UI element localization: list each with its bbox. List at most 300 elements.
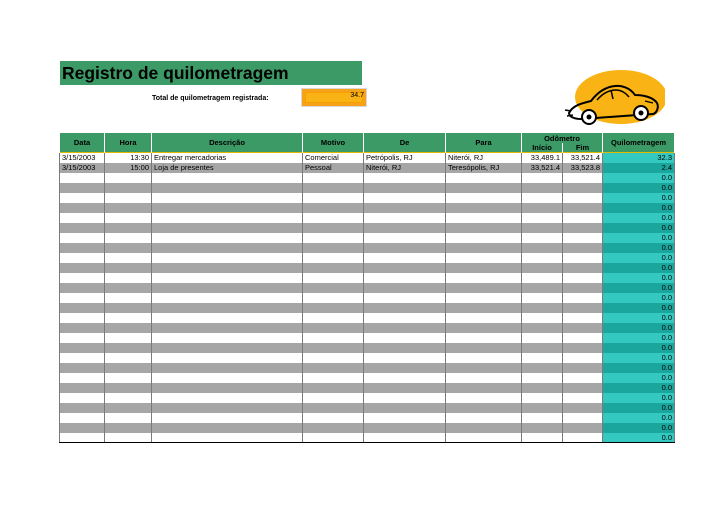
cell-motivo[interactable] xyxy=(303,223,364,233)
cell-descricao[interactable] xyxy=(152,243,303,253)
cell-data[interactable] xyxy=(60,403,105,413)
cell-quilometragem[interactable]: 0.0 xyxy=(603,253,675,263)
table-row xyxy=(60,153,675,163)
cell-para[interactable]: Teresópolis, RJ xyxy=(446,163,522,173)
cell-de[interactable] xyxy=(364,423,446,433)
cell-fim[interactable] xyxy=(563,383,603,393)
cell-motivo[interactable] xyxy=(303,173,364,183)
cell-quilometragem[interactable]: 0.0 xyxy=(603,183,675,193)
col-quilometragem-header: Quilometragem xyxy=(603,133,675,153)
cell-quilometragem[interactable]: 0.0 xyxy=(603,293,675,303)
cell-data[interactable]: 3/15/2003 xyxy=(60,153,105,163)
cell-hora[interactable] xyxy=(105,293,152,303)
cell-data[interactable] xyxy=(60,223,105,233)
cell-data[interactable] xyxy=(60,433,105,443)
cell-motivo[interactable] xyxy=(303,283,364,293)
table-row xyxy=(60,293,675,303)
cell-para[interactable] xyxy=(446,173,522,183)
cell-motivo[interactable] xyxy=(303,243,364,253)
cell-quilometragem[interactable]: 32.3 xyxy=(603,153,675,163)
cell-motivo[interactable] xyxy=(303,253,364,263)
table-row xyxy=(60,223,675,233)
cell-para[interactable] xyxy=(446,423,522,433)
table-row xyxy=(60,183,675,193)
cell-fim[interactable]: 33,521.4 xyxy=(563,153,603,163)
cell-descricao[interactable] xyxy=(152,313,303,323)
table-row xyxy=(60,383,675,393)
cell-hora[interactable] xyxy=(105,243,152,253)
cell-descricao[interactable] xyxy=(152,403,303,413)
cell-fim[interactable] xyxy=(563,273,603,283)
cell-data[interactable] xyxy=(60,313,105,323)
cell-motivo[interactable] xyxy=(303,293,364,303)
cell-de[interactable] xyxy=(364,183,446,193)
table-row xyxy=(60,413,675,423)
cell-de[interactable] xyxy=(364,413,446,423)
cell-descricao[interactable] xyxy=(152,423,303,433)
cell-descricao[interactable] xyxy=(152,433,303,443)
cell-quilometragem[interactable]: 0.0 xyxy=(603,433,675,443)
cell-fim[interactable] xyxy=(563,193,603,203)
cell-para[interactable] xyxy=(446,393,522,403)
cell-fim[interactable] xyxy=(563,183,603,193)
cell-motivo[interactable] xyxy=(303,403,364,413)
col-fim-header: Fim xyxy=(563,143,603,153)
cell-fim[interactable] xyxy=(563,203,603,213)
cell-fim[interactable] xyxy=(563,433,603,443)
cell-hora[interactable] xyxy=(105,303,152,313)
cell-quilometragem[interactable]: 0.0 xyxy=(603,383,675,393)
cell-de[interactable] xyxy=(364,193,446,203)
cell-data[interactable]: 3/15/2003 xyxy=(60,163,105,173)
cell-data[interactable] xyxy=(60,363,105,373)
cell-fim[interactable] xyxy=(563,243,603,253)
cell-descricao[interactable] xyxy=(152,343,303,353)
cell-hora[interactable] xyxy=(105,393,152,403)
cell-de[interactable]: Niterói, RJ xyxy=(364,163,446,173)
table-row xyxy=(60,433,675,443)
cell-descricao[interactable] xyxy=(152,253,303,263)
cell-hora[interactable] xyxy=(105,173,152,183)
cell-para[interactable] xyxy=(446,403,522,413)
cell-motivo[interactable] xyxy=(303,303,364,313)
cell-para[interactable] xyxy=(446,373,522,383)
cell-data[interactable] xyxy=(60,273,105,283)
cell-hora[interactable] xyxy=(105,343,152,353)
table-row xyxy=(60,173,675,183)
cell-hora[interactable] xyxy=(105,213,152,223)
cell-hora[interactable] xyxy=(105,433,152,443)
total-mileage-box[interactable] xyxy=(301,88,367,107)
cell-motivo[interactable] xyxy=(303,433,364,443)
cell-inicio[interactable] xyxy=(522,243,563,253)
cell-motivo[interactable] xyxy=(303,423,364,433)
cell-descricao[interactable] xyxy=(152,363,303,373)
cell-quilometragem[interactable]: 0.0 xyxy=(603,193,675,203)
cell-de[interactable] xyxy=(364,233,446,243)
cell-para[interactable] xyxy=(446,313,522,323)
cell-motivo[interactable] xyxy=(303,263,364,273)
cell-de[interactable] xyxy=(364,333,446,343)
cell-quilometragem[interactable]: 0.0 xyxy=(603,413,675,423)
cell-hora[interactable] xyxy=(105,193,152,203)
cell-hora[interactable] xyxy=(105,333,152,343)
cell-descricao[interactable] xyxy=(152,273,303,283)
cell-fim[interactable] xyxy=(563,253,603,263)
table-row xyxy=(60,283,675,293)
cell-data[interactable] xyxy=(60,383,105,393)
col-data-header: Data xyxy=(60,133,105,153)
cell-inicio[interactable] xyxy=(522,393,563,403)
cell-fim[interactable] xyxy=(563,223,603,233)
cell-para[interactable] xyxy=(446,363,522,373)
table-row xyxy=(60,403,675,413)
cell-quilometragem[interactable]: 0.0 xyxy=(603,343,675,353)
cell-fim[interactable] xyxy=(563,213,603,223)
cell-data[interactable] xyxy=(60,413,105,423)
cell-de[interactable] xyxy=(364,373,446,383)
cell-data[interactable] xyxy=(60,373,105,383)
cell-de[interactable] xyxy=(364,363,446,373)
cell-hora[interactable] xyxy=(105,383,152,393)
cell-quilometragem[interactable]: 0.0 xyxy=(603,403,675,413)
col-odometro-header: Odômetro xyxy=(522,133,603,143)
cell-fim[interactable] xyxy=(563,423,603,433)
cell-descricao[interactable] xyxy=(152,333,303,343)
cell-descricao[interactable] xyxy=(152,413,303,423)
cell-de[interactable]: Petrópolis, RJ xyxy=(364,153,446,163)
cell-fim[interactable] xyxy=(563,313,603,323)
cell-data[interactable] xyxy=(60,193,105,203)
cell-inicio[interactable]: 33,521.4 xyxy=(522,163,563,173)
cell-data[interactable] xyxy=(60,333,105,343)
cell-motivo[interactable] xyxy=(303,353,364,363)
cell-inicio[interactable] xyxy=(522,373,563,383)
cell-fim[interactable] xyxy=(563,353,603,363)
cell-hora[interactable] xyxy=(105,203,152,213)
cell-para[interactable] xyxy=(446,283,522,293)
cell-fim[interactable] xyxy=(563,173,603,183)
cell-descricao[interactable]: Loja de presentes xyxy=(152,163,303,173)
cell-quilometragem[interactable]: 0.0 xyxy=(603,203,675,213)
cell-motivo[interactable] xyxy=(303,273,364,283)
cell-para[interactable] xyxy=(446,233,522,243)
cell-hora[interactable]: 13:30 xyxy=(105,153,152,163)
cell-inicio[interactable] xyxy=(522,343,563,353)
cell-fim[interactable] xyxy=(563,323,603,333)
cell-inicio[interactable] xyxy=(522,333,563,343)
cell-de[interactable] xyxy=(364,393,446,403)
cell-de[interactable] xyxy=(364,203,446,213)
col-motivo-header: Motivo xyxy=(303,133,364,153)
cell-hora[interactable] xyxy=(105,313,152,323)
cell-data[interactable] xyxy=(60,393,105,403)
cell-para[interactable]: Niterói, RJ xyxy=(446,153,522,163)
cell-motivo[interactable] xyxy=(303,363,364,373)
cell-data[interactable] xyxy=(60,283,105,293)
cell-hora[interactable] xyxy=(105,273,152,283)
cell-inicio[interactable] xyxy=(522,273,563,283)
cell-de[interactable] xyxy=(364,243,446,253)
cell-quilometragem[interactable]: 0.0 xyxy=(603,303,675,313)
cell-de[interactable] xyxy=(364,433,446,443)
table-body xyxy=(60,153,675,443)
table-row xyxy=(60,163,675,173)
table-row xyxy=(60,273,675,283)
cell-fim[interactable] xyxy=(563,413,603,423)
cell-hora[interactable] xyxy=(105,403,152,413)
cell-inicio[interactable] xyxy=(522,263,563,273)
cell-motivo[interactable] xyxy=(303,333,364,343)
cell-motivo[interactable] xyxy=(303,183,364,193)
cell-para[interactable] xyxy=(446,303,522,313)
cell-descricao[interactable] xyxy=(152,183,303,193)
cell-de[interactable] xyxy=(364,283,446,293)
cell-de[interactable] xyxy=(364,313,446,323)
cell-data[interactable] xyxy=(60,253,105,263)
col-de-header: De xyxy=(364,133,446,153)
cell-inicio[interactable] xyxy=(522,363,563,373)
cell-inicio[interactable] xyxy=(522,353,563,363)
cell-descricao[interactable] xyxy=(152,353,303,363)
cell-data[interactable] xyxy=(60,343,105,353)
cell-para[interactable] xyxy=(446,273,522,283)
cell-de[interactable] xyxy=(364,293,446,303)
cell-data[interactable] xyxy=(60,293,105,303)
col-para-header: Para xyxy=(446,133,522,153)
cell-quilometragem[interactable]: 0.0 xyxy=(603,333,675,343)
cell-fim[interactable] xyxy=(563,233,603,243)
cell-motivo[interactable] xyxy=(303,213,364,223)
cell-de[interactable] xyxy=(364,223,446,233)
cell-fim[interactable] xyxy=(563,283,603,293)
cell-de[interactable] xyxy=(364,323,446,333)
cell-de[interactable] xyxy=(364,303,446,313)
cell-descricao[interactable] xyxy=(152,173,303,183)
car-icon xyxy=(561,67,665,132)
cell-de[interactable] xyxy=(364,263,446,273)
cell-para[interactable] xyxy=(446,383,522,393)
cell-data[interactable] xyxy=(60,233,105,243)
cell-hora[interactable] xyxy=(105,253,152,263)
table-row xyxy=(60,303,675,313)
cell-inicio[interactable] xyxy=(522,283,563,293)
cell-descricao[interactable] xyxy=(152,383,303,393)
cell-hora[interactable]: 15:00 xyxy=(105,163,152,173)
cell-de[interactable] xyxy=(364,383,446,393)
cell-quilometragem[interactable]: 0.0 xyxy=(603,243,675,253)
cell-inicio[interactable] xyxy=(522,173,563,183)
cell-hora[interactable] xyxy=(105,363,152,373)
cell-fim[interactable] xyxy=(563,263,603,273)
cell-inicio[interactable] xyxy=(522,223,563,233)
cell-de[interactable] xyxy=(364,403,446,413)
page-title: Registro de quilometragem xyxy=(60,61,362,85)
cell-quilometragem[interactable]: 0.0 xyxy=(603,373,675,383)
cell-de[interactable] xyxy=(364,253,446,263)
cell-inicio[interactable] xyxy=(522,203,563,213)
cell-inicio[interactable] xyxy=(522,293,563,303)
cell-fim[interactable] xyxy=(563,373,603,383)
cell-quilometragem[interactable]: 0.0 xyxy=(603,353,675,363)
cell-hora[interactable] xyxy=(105,323,152,333)
cell-data[interactable] xyxy=(60,263,105,273)
col-descricao-header: Descrição xyxy=(152,133,303,153)
cell-de[interactable] xyxy=(364,343,446,353)
cell-para[interactable] xyxy=(446,353,522,363)
table-row xyxy=(60,353,675,363)
total-mileage-label: Total de quilometragem registrada: xyxy=(152,95,269,102)
cell-descricao[interactable] xyxy=(152,203,303,213)
cell-data[interactable] xyxy=(60,323,105,333)
cell-motivo[interactable] xyxy=(303,373,364,383)
cell-descricao[interactable] xyxy=(152,373,303,383)
cell-motivo[interactable] xyxy=(303,383,364,393)
mileage-table xyxy=(59,133,674,443)
cell-para[interactable] xyxy=(446,343,522,353)
cell-para[interactable] xyxy=(446,243,522,253)
cell-motivo[interactable] xyxy=(303,203,364,213)
cell-data[interactable] xyxy=(60,173,105,183)
cell-inicio[interactable]: 33,489.1 xyxy=(522,153,563,163)
cell-inicio[interactable] xyxy=(522,233,563,243)
cell-inicio[interactable] xyxy=(522,183,563,193)
cell-hora[interactable] xyxy=(105,263,152,273)
table-row xyxy=(60,333,675,343)
cell-data[interactable] xyxy=(60,243,105,253)
cell-de[interactable] xyxy=(364,353,446,363)
cell-quilometragem[interactable]: 0.0 xyxy=(603,363,675,373)
cell-quilometragem[interactable]: 0.0 xyxy=(603,213,675,223)
cell-de[interactable] xyxy=(364,273,446,283)
cell-descricao[interactable] xyxy=(152,393,303,403)
cell-descricao[interactable] xyxy=(152,223,303,233)
cell-quilometragem[interactable]: 0.0 xyxy=(603,393,675,403)
cell-quilometragem[interactable]: 0.0 xyxy=(603,273,675,283)
cell-motivo[interactable]: Comercial xyxy=(303,153,364,163)
cell-motivo[interactable] xyxy=(303,233,364,243)
cell-data[interactable] xyxy=(60,303,105,313)
cell-descricao[interactable]: Entregar mercadorias xyxy=(152,153,303,163)
cell-descricao[interactable] xyxy=(152,283,303,293)
cell-hora[interactable] xyxy=(105,223,152,233)
cell-hora[interactable] xyxy=(105,373,152,383)
cell-de[interactable] xyxy=(364,173,446,183)
cell-motivo[interactable] xyxy=(303,313,364,323)
cell-fim[interactable] xyxy=(563,393,603,403)
cell-fim[interactable] xyxy=(563,363,603,373)
cell-fim[interactable]: 33,523.8 xyxy=(563,163,603,173)
cell-para[interactable] xyxy=(446,213,522,223)
cell-para[interactable] xyxy=(446,323,522,333)
cell-para[interactable] xyxy=(446,433,522,443)
cell-fim[interactable] xyxy=(563,333,603,343)
cell-inicio[interactable] xyxy=(522,403,563,413)
cell-para[interactable] xyxy=(446,183,522,193)
cell-hora[interactable] xyxy=(105,353,152,363)
cell-inicio[interactable] xyxy=(522,413,563,423)
cell-inicio[interactable] xyxy=(522,423,563,433)
cell-hora[interactable] xyxy=(105,183,152,193)
cell-quilometragem[interactable]: 0.0 xyxy=(603,423,675,433)
cell-para[interactable] xyxy=(446,413,522,423)
table-row xyxy=(60,193,675,203)
cell-para[interactable] xyxy=(446,293,522,303)
cell-inicio[interactable] xyxy=(522,193,563,203)
cell-inicio[interactable] xyxy=(522,383,563,393)
table-row xyxy=(60,343,675,353)
cell-motivo[interactable] xyxy=(303,393,364,403)
cell-motivo[interactable] xyxy=(303,193,364,203)
cell-data[interactable] xyxy=(60,423,105,433)
cell-inicio[interactable] xyxy=(522,433,563,443)
table-row xyxy=(60,213,675,223)
cell-data[interactable] xyxy=(60,183,105,193)
cell-quilometragem[interactable]: 2.4 xyxy=(603,163,675,173)
cell-motivo[interactable]: Pessoal xyxy=(303,163,364,173)
cell-quilometragem[interactable]: 0.0 xyxy=(603,263,675,273)
cell-inicio[interactable] xyxy=(522,303,563,313)
cell-quilometragem[interactable]: 0.0 xyxy=(603,223,675,233)
col-hora-header: Hora xyxy=(105,133,152,153)
cell-quilometragem[interactable]: 0.0 xyxy=(603,283,675,293)
cell-fim[interactable] xyxy=(563,343,603,353)
cell-inicio[interactable] xyxy=(522,213,563,223)
table-row xyxy=(60,203,675,213)
cell-descricao[interactable] xyxy=(152,303,303,313)
cell-para[interactable] xyxy=(446,223,522,233)
table-row xyxy=(60,233,675,243)
cell-inicio[interactable] xyxy=(522,323,563,333)
table-row xyxy=(60,393,675,403)
cell-fim[interactable] xyxy=(563,303,603,313)
cell-fim[interactable] xyxy=(563,403,603,413)
cell-hora[interactable] xyxy=(105,283,152,293)
cell-data[interactable] xyxy=(60,203,105,213)
cell-descricao[interactable] xyxy=(152,233,303,243)
cell-para[interactable] xyxy=(446,263,522,273)
table-row xyxy=(60,323,675,333)
cell-hora[interactable] xyxy=(105,233,152,243)
cell-quilometragem[interactable]: 0.0 xyxy=(603,233,675,243)
cell-quilometragem[interactable]: 0.0 xyxy=(603,173,675,183)
cell-motivo[interactable] xyxy=(303,413,364,423)
cell-descricao[interactable] xyxy=(152,213,303,223)
cell-descricao[interactable] xyxy=(152,193,303,203)
total-mileage-value: 34.7 xyxy=(350,92,364,99)
cell-descricao[interactable] xyxy=(152,323,303,333)
cell-motivo[interactable] xyxy=(303,323,364,333)
cell-para[interactable] xyxy=(446,253,522,263)
cell-hora[interactable] xyxy=(105,413,152,423)
cell-de[interactable] xyxy=(364,213,446,223)
cell-descricao[interactable] xyxy=(152,293,303,303)
cell-para[interactable] xyxy=(446,193,522,203)
cell-motivo[interactable] xyxy=(303,343,364,353)
cell-inicio[interactable] xyxy=(522,253,563,263)
cell-descricao[interactable] xyxy=(152,263,303,273)
cell-quilometragem[interactable]: 0.0 xyxy=(603,313,675,323)
table-row xyxy=(60,313,675,323)
cell-inicio[interactable] xyxy=(522,313,563,323)
cell-para[interactable] xyxy=(446,203,522,213)
cell-hora[interactable] xyxy=(105,423,152,433)
cell-fim[interactable] xyxy=(563,293,603,303)
cell-quilometragem[interactable]: 0.0 xyxy=(603,323,675,333)
cell-para[interactable] xyxy=(446,333,522,343)
cell-data[interactable] xyxy=(60,353,105,363)
cell-data[interactable] xyxy=(60,213,105,223)
